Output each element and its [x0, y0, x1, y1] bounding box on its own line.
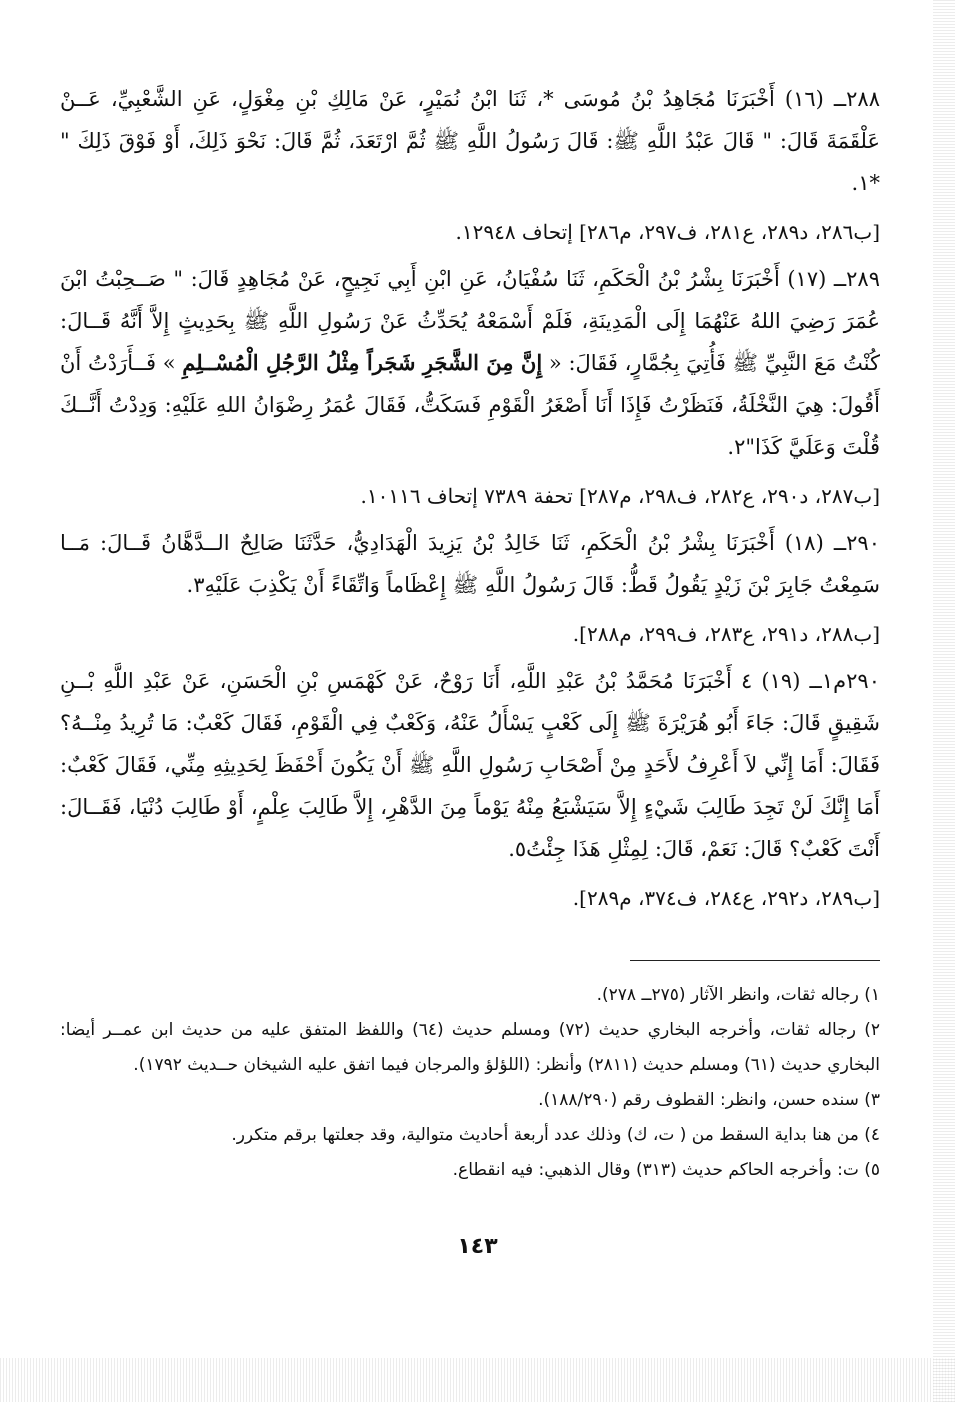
- hadith-288: [60, 78, 880, 252]
- hadith-text-after: » فَــأَرَدْتُ أَنْ أَقُولَ: هِيَ النَّخْلَةُ، فَنَظَرْتُ فَإِذَا أَنَا أَصْغَرُ الْقَوْمِ فَسَكَتُّ، فَقَالَ عُمَرُ رِضْوَانُ اللهِ عَلَيْهِ: وَدِدْتُ أَنَّــكَ قُلْتَ وَعَلَيَّ كَذَا"٢.: [60, 351, 880, 459]
- main-text: [60, 78, 880, 924]
- scan-noise-right: [933, 0, 955, 1402]
- hadith-text: ٢٩٠ــ (١٨) أَخْبَرَنَا بِشْرُ بْنُ الْحَكَمِ، ثَنَا خَالِدُ بْنُ يَزِيدَ الْهَدَادِيُّ، حَدَّثَنَا صَالِحٌ الــدَّهَّانُ قَــالَ: مَــا سَمِعْتُ جَابِرَ بْنَ زَيْدٍ يَقُولُ قَطُّ: قَالَ رَسُولُ اللَّهِ ﷺ إِعْظَاماً وَاتِّقَاءً أَنْ يَكْذِبَ عَلَيْهِ٣.: [60, 531, 880, 597]
- hadith-text-before: ٢٨٩ــ (١٧) أَخْبَرَنَا بِشْرُ بْنُ الْحَكَمِ، ثَنَا سُفْيَانُ، عَنِ ابْنِ أَبِي نَجِيحٍ، عَنْ مُجَاهِدٍ قَالَ: " صَــحِبْتُ ابْنَ عُمَرَ رَضِيَ اللهُ عَنْهُمَا إِلَى الْمَدِينَةِ، فَلَمْ أَسْمَعْهُ يُحَدِّثُ عَنْ رَسُولِ اللَّهِ ﷺ بِحَدِيثٍ إِلاَّ أَنَّهُ قَــالَ: كُنْتُ مَعَ النَّبِيِّ ﷺ فَأُتِيَ بِجُمَّارٍ، فَقَالَ: «: [60, 267, 880, 375]
- hadith-290m1: [60, 660, 880, 918]
- footnote-separator: [630, 960, 880, 961]
- footnote-3: ٣) سنده حسن، وانظر: القطوف رقم (١٨٨/٢٩٠).: [538, 1090, 880, 1110]
- footnote-4: ٤) من هنا بداية السقط من ( ت، ك) وذلك عدد أربعة أحاديث متوالية، وقد جعلتها برقم متكرر.: [231, 1125, 880, 1145]
- footnotes: [60, 978, 880, 1188]
- scan-noise-bottom: [0, 1358, 955, 1402]
- hadith-289: [60, 258, 880, 516]
- footnote-2: ٢) رجاله ثقات، وأخرجه البخاري حديث (٧٢) ومسلم حديث (٦٤) واللفظ المتفق عليه من حديث ابن عمــر أيضا: البخاري حديث (٦١) ومسلم حديث (٢٨١١) وأنظر: (اللؤلؤ والمرجان فيما اتفق عليه الشيخان حــديث ١٧٩٢).: [60, 1020, 880, 1075]
- footnote-5: ٥) ت: وأخرجه الحاكم حديث (٣١٣) وقال الذهبي: فيه انقطاع.: [452, 1160, 880, 1180]
- hadith-reference: [ب٢٨٧، د٢٩٠، ع٢٨٢، ف٢٩٨، م٢٨٧] تحفة ٧٣٨٩ إتحاف ١٠١١٦.: [360, 484, 880, 508]
- page-number: ١٤٣: [457, 1234, 498, 1259]
- footnote-1: ١) رجاله ثقات، وانظر الآثار (٢٧٥ــ ٢٧٨).: [596, 985, 880, 1005]
- hadith-290: [60, 522, 880, 654]
- hadith-reference: [ب٢٨٨، د٢٩١، ع٢٨٣، ف٢٩٩، م٢٨٨].: [572, 622, 880, 646]
- hadith-reference: [ب٢٨٦، د٢٨٩، ع٢٨١، ف٢٩٧، م٢٨٦] إتحاف ١٢٩٤٨.: [455, 220, 880, 244]
- hadith-reference: [ب٢٨٩، د٢٩٢، ع٢٨٤، ف٣٧٤، م٢٨٩].: [572, 886, 880, 910]
- hadith-text: ٢٩٠م١ــ (١٩) ٤ أَخْبَرَنَا مُحَمَّدُ بْنُ عَبْدِ اللَّهِ، أَنَا رَوْحٌ، عَنْ كَهْمَسِ بْنِ الْحَسَنِ، عَنْ عَبْدِ اللَّهِ بْــنِ شَقِيقٍ قَالَ: جَاءَ أَبُو هُرَيْرَةَ ﷺ إِلَى كَعْبٍ يَسْأَلُ عَنْهُ، وَكَعْبٌ فِي الْقَوْمِ، فَقَالَ كَعْبٌ: مَا تُرِيدُ مِنْــهُ؟ فَقَالَ: أَمَا إِنِّي لاَ أَعْرِفُ لأَحَدٍ مِنْ أَصْحَابِ رَسُولِ اللَّهِ ﷺ أَنْ يَكُونَ أَحْفَظَ لِحَدِيثِهِ مِنِّي، فَقَالَ كَعْبٌ: أَمَا إِنَّكَ لَنْ تَجِدَ طَالِبَ شَيْءٍ إِلاَّ سَيَشْبَعُ مِنْهُ يَوْماً مِنَ الدَّهْرِ، إِلاَّ طَالِبَ عِلْمٍ، أَوْ طَالِبَ دُنْيَا، فَقَــالَ: أَنْتَ كَعْبٌ؟ قَالَ: نَعَمْ، قَالَ: لِمِثْلِ هَذَا جِئْتُ٥.: [60, 669, 880, 861]
- hadith-text: [60, 258, 880, 468]
- hadith-quote-bold: إِنَّ مِنَ الشَّجَرِ شَجَراً مِثْلُ الرَّجُلِ الْمُسْــلِمِ: [182, 350, 543, 375]
- hadith-text: ٢٨٨ــ (١٦) أَخْبَرَنَا مُجَاهِدُ بْنُ مُوسَى *، ثَنَا ابْنُ نُمَيْرٍ، عَنْ مَالِكِ بْنِ مِغْوَلٍ، عَنِ الشَّعْبِيِّ، عَــنْ عَلْقَمَةَ قَالَ: " قَالَ عَبْدُ اللَّهِ ﷺ: قَالَ رَسُولُ اللَّهِ ﷺ ثُمَّ ارْتَعَدَ، ثُمَّ قَالَ: نَحْوَ ذَلِكَ، أَوْ فَوْقَ ذَلِكَ " *١.: [60, 87, 880, 195]
